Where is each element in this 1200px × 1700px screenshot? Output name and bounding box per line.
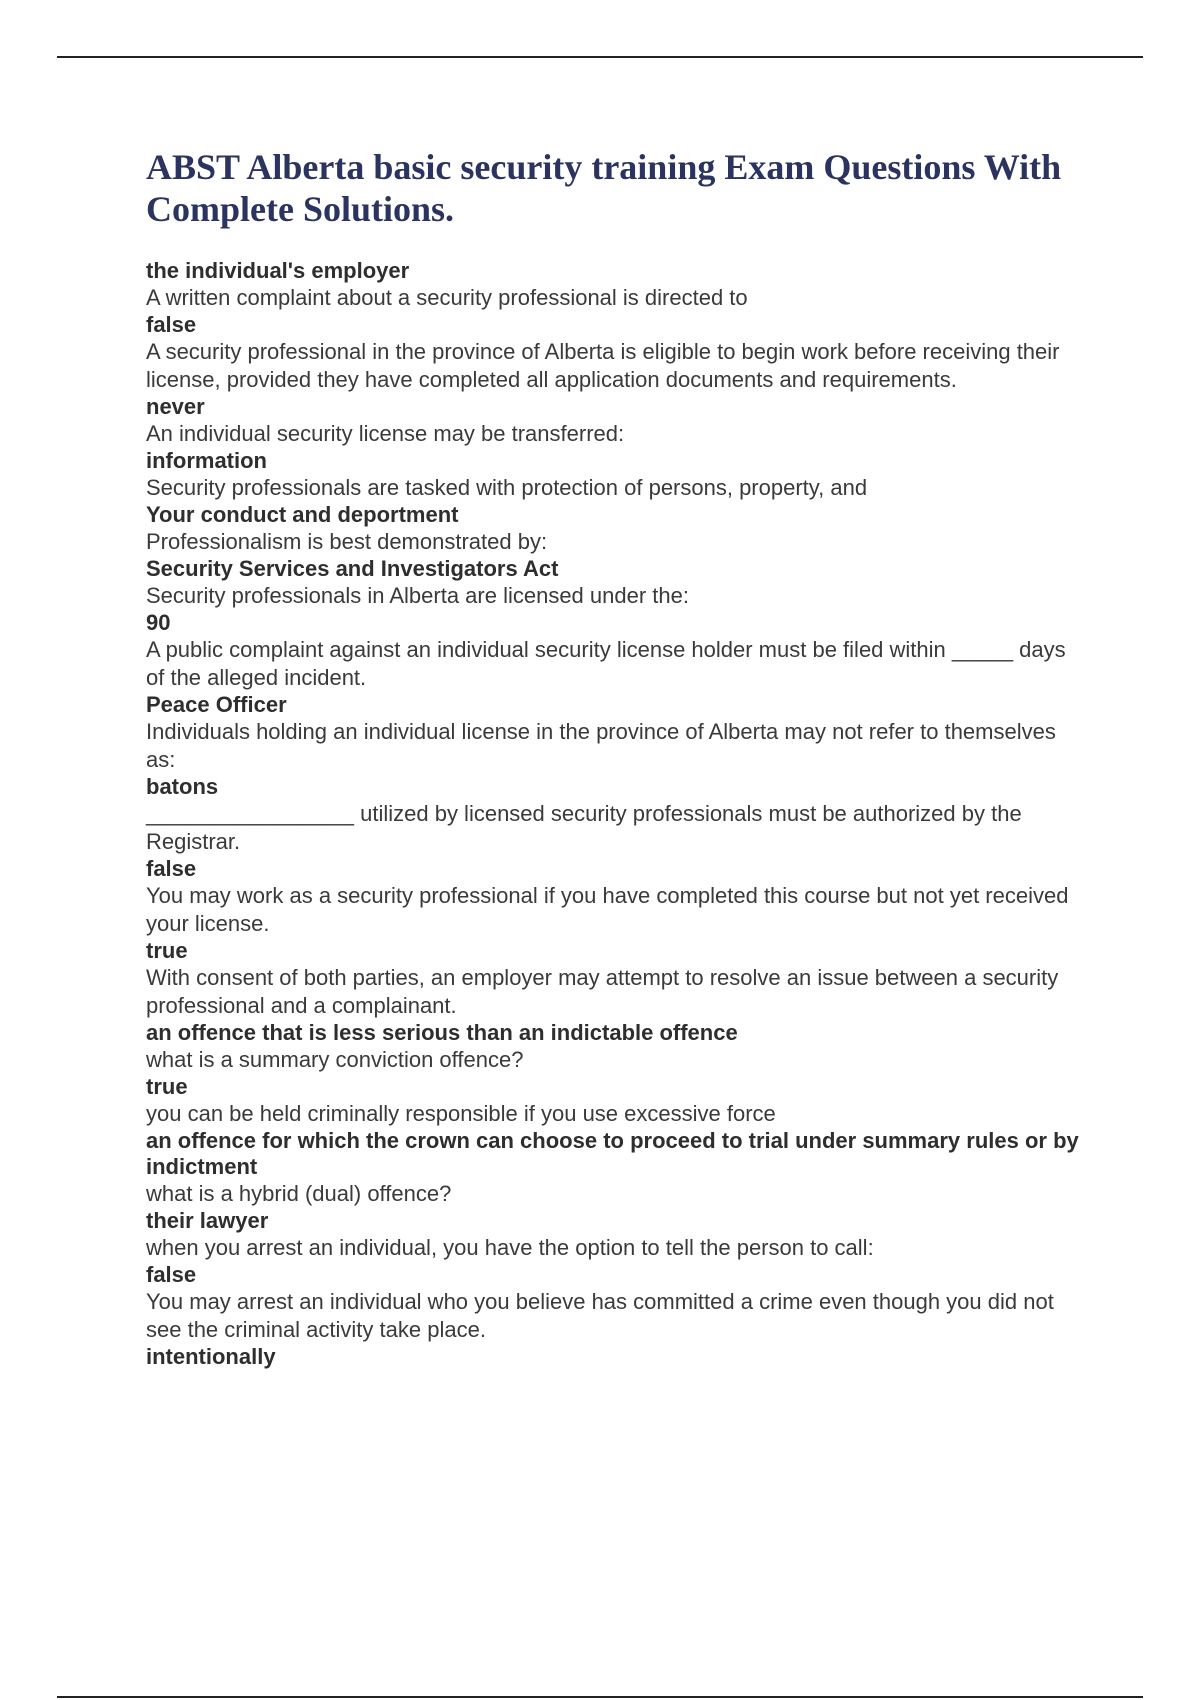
qa-item — [146, 502, 1081, 556]
answer-text: false — [146, 856, 197, 881]
answer-text: their lawyer — [146, 1208, 269, 1233]
qa-item — [146, 1208, 1081, 1262]
answer-text: true — [146, 1074, 188, 1099]
question-text: what is a summary conviction offence? — [146, 1047, 524, 1072]
answer-text: batons — [146, 774, 219, 799]
qa-item — [146, 258, 1081, 312]
question-text: Security professionals are tasked with protection of persons, property, and — [146, 475, 868, 500]
question-text: A written complaint about a security professional is directed to — [146, 285, 748, 310]
qa-item — [146, 610, 1081, 692]
document-title: ABST Alberta basic security training Exam Questions With Complete Solutions. — [146, 147, 1062, 229]
question-text: You may work as a security professional if you have completed this course but not yet received your license. — [146, 883, 1069, 936]
answer-text: Your conduct and deportment — [146, 502, 459, 527]
trailing-answer-text: intentionally — [146, 1344, 276, 1369]
qa-item — [146, 556, 1081, 610]
question-text: A security professional in the province of Alberta is eligible to begin work before receiving their license, provided they have completed all application documents and requirements. — [146, 339, 1060, 392]
answer-text: Peace Officer — [146, 692, 287, 717]
question-text: what is a hybrid (dual) offence? — [146, 1181, 452, 1206]
answer-text: the individual's employer — [146, 258, 410, 283]
question-text: You may arrest an individual who you believe has committed a crime even though you did not see the criminal activity take place. — [146, 1289, 1054, 1342]
qa-item — [146, 1020, 1081, 1074]
answer-text: 90 — [146, 610, 171, 635]
bottom-divider — [57, 1696, 1143, 1698]
question-text: Individuals holding an individual license in the province of Alberta may not refer to themselves as: — [146, 719, 1056, 772]
answer-text: never — [146, 394, 205, 419]
question-text: Security professionals in Alberta are licensed under the: — [146, 583, 689, 608]
question-text: Professionalism is best demonstrated by: — [146, 529, 548, 554]
answer-text: true — [146, 938, 188, 963]
answer-text: information — [146, 448, 267, 473]
answer-text: false — [146, 312, 197, 337]
question-text: you can be held criminally responsible if you use excessive force — [146, 1101, 776, 1126]
answer-text: an offence that is less serious than an indictable offence — [146, 1020, 738, 1045]
qa-item — [146, 394, 1081, 448]
answer-text: an offence for which the crown can choose to proceed to trial under summary rules or by indictment — [146, 1128, 1079, 1179]
qa-item — [146, 1074, 1081, 1128]
qa-item — [146, 312, 1081, 394]
answer-text: Security Services and Investigators Act — [146, 556, 559, 581]
qa-item — [146, 1262, 1081, 1344]
qa-item — [146, 774, 1081, 856]
qa-item — [146, 448, 1081, 502]
qa-list — [146, 258, 1081, 1370]
qa-item — [146, 692, 1081, 774]
top-divider — [57, 56, 1143, 58]
answer-text: false — [146, 1262, 197, 1287]
qa-item — [146, 1128, 1081, 1208]
question-text: A public complaint against an individual security license holder must be filed within _____ days of the alleged incident. — [146, 637, 1066, 690]
question-text: when you arrest an individual, you have the option to tell the person to call: — [146, 1235, 874, 1260]
question-text: With consent of both parties, an employer may attempt to resolve an issue between a security professional and a complainant. — [146, 965, 1059, 1018]
qa-item — [146, 856, 1081, 938]
question-text: An individual security license may be transferred: — [146, 421, 625, 446]
qa-item — [146, 938, 1081, 1020]
question-text: _________________ utilized by licensed security professionals must be authorized by the Registrar. — [146, 801, 1022, 854]
